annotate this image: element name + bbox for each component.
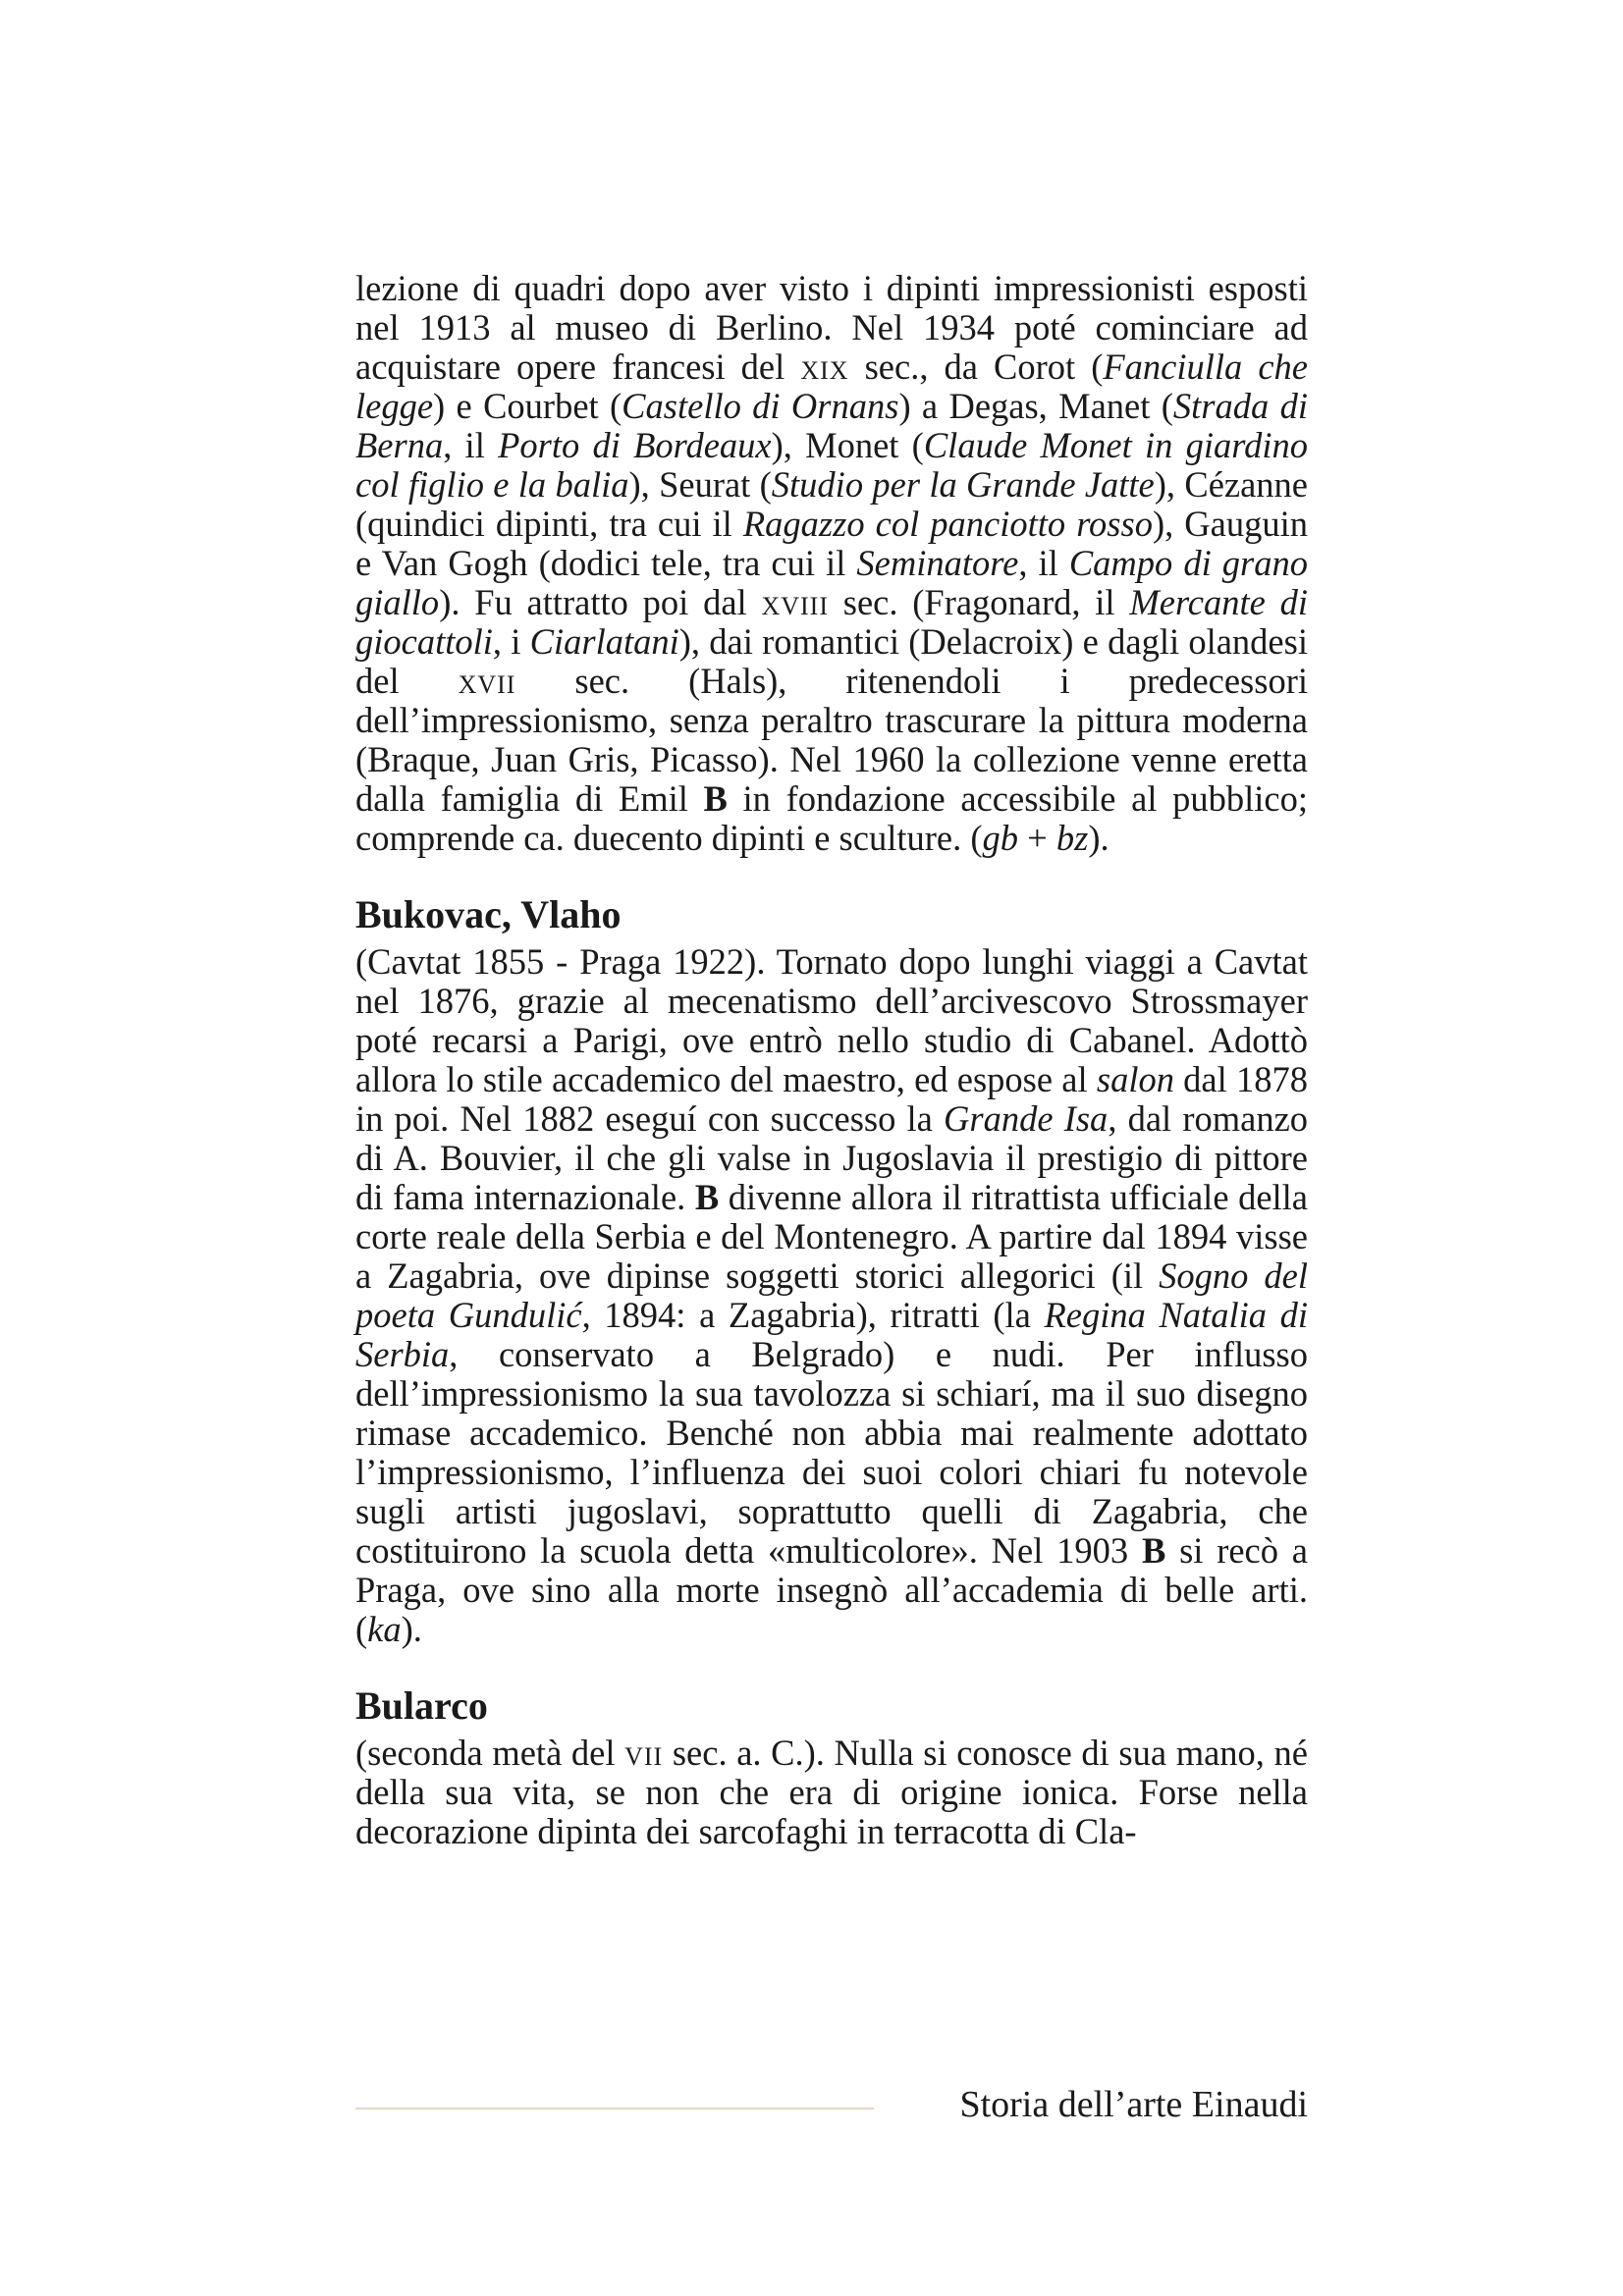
intro-paragraph: lezione di quadri dopo aver visto i dipinti impressionisti esposti nel 1913 al museo di Berlino. Nel 1934 poté cominciare ad acquistare opere francesi del xix sec., da Corot (Fanciulla che legge) e Courbet (Castello di Ornans) a Degas, Manet (Strada di Berna, il Porto di Bordeaux), Monet (Claude Monet in giardino col figlio e la balia), Seurat (Studio per la Grande Jatte), Cézanne (quindici dipinti, tra cui il Ragazzo col panciotto rosso), Gauguin e Van Gogh (dodici tele, tra cui il Seminatore, il Campo di grano giallo). Fu attratto poi dal xviii sec. (Fragonard, il Mercante di giocattoli, i Ciarlatani), dai romantici (Delacroix) e dagli olandesi del xvii sec. (Hals), ritenendoli i predecessori dell’impressionismo, senza peraltro trascurare la pittura moderna (Braque, Juan Gris, Picasso). Nel 1960 la collezione venne eretta dalla famiglia di Emil B in fondazione accessibile al pubblico; comprende ca. duecento dipinti e sculture. (gb + bz). (355, 268, 1308, 858)
entry-title-bularco: Bularco (355, 1683, 488, 1728)
footer-divider (355, 2108, 874, 2109)
page-footer (355, 2083, 1308, 2126)
entry-body-bularco: (seconda metà del vii sec. a. C.). Nulla si conosce di sua mano, né della sua vita, se non che era di origine ionica. Forse nella decorazione dipinta dei sarcofaghi in terracotta di Cla- (355, 1733, 1309, 1851)
publisher-name: Storia dell’arte Einaudi (959, 2084, 1308, 2125)
entry-title-bukovac: Bukovac, Vlaho (355, 892, 622, 936)
entry-body-bukovac: (Cavtat 1855 - Praga 1922). Tornato dopo lunghi viaggi a Cavtat nel 1876, grazie al mecenatismo dell’arcivescovo Strossmayer poté recarsi a Parigi, ove entrò nello studio di Cabanel. Adottò allora lo stile accademico del maestro, ed espose al salon dal 1878 in poi. Nel 1882 eseguí con successo la Grande Isa, dal romanzo di A. Bouvier, il che gli valse in Jugoslavia il prestigio di pittore di fama internazionale. B divenne allora il ritrattista ufficiale della corte reale della Serbia e del Montenegro. A partire dal 1894 visse a Zagabria, ove dipinse soggetti storici allegorici (il Sogno del poeta Gundulić, 1894: a Zagabria), ritratti (la Regina Natalia di Serbia, conservato a Belgrado) e nudi. Per influsso dell’impressionismo la sua tavolozza si schiarí, ma il suo disegno rimase accademico. Benché non abbia mai realmente adottato l’impressionismo, l’influenza dei suoi colori chiari fu notevole sugli artisti jugoslavi, soprattutto quelli di Zagabria, che costituirono la scuola detta «multicolore». Nel 1903 B si recò a Praga, ove sino alla morte insegnò all’accademia di belle arti. (ka). (355, 941, 1309, 1649)
page-body (355, 269, 1308, 1851)
